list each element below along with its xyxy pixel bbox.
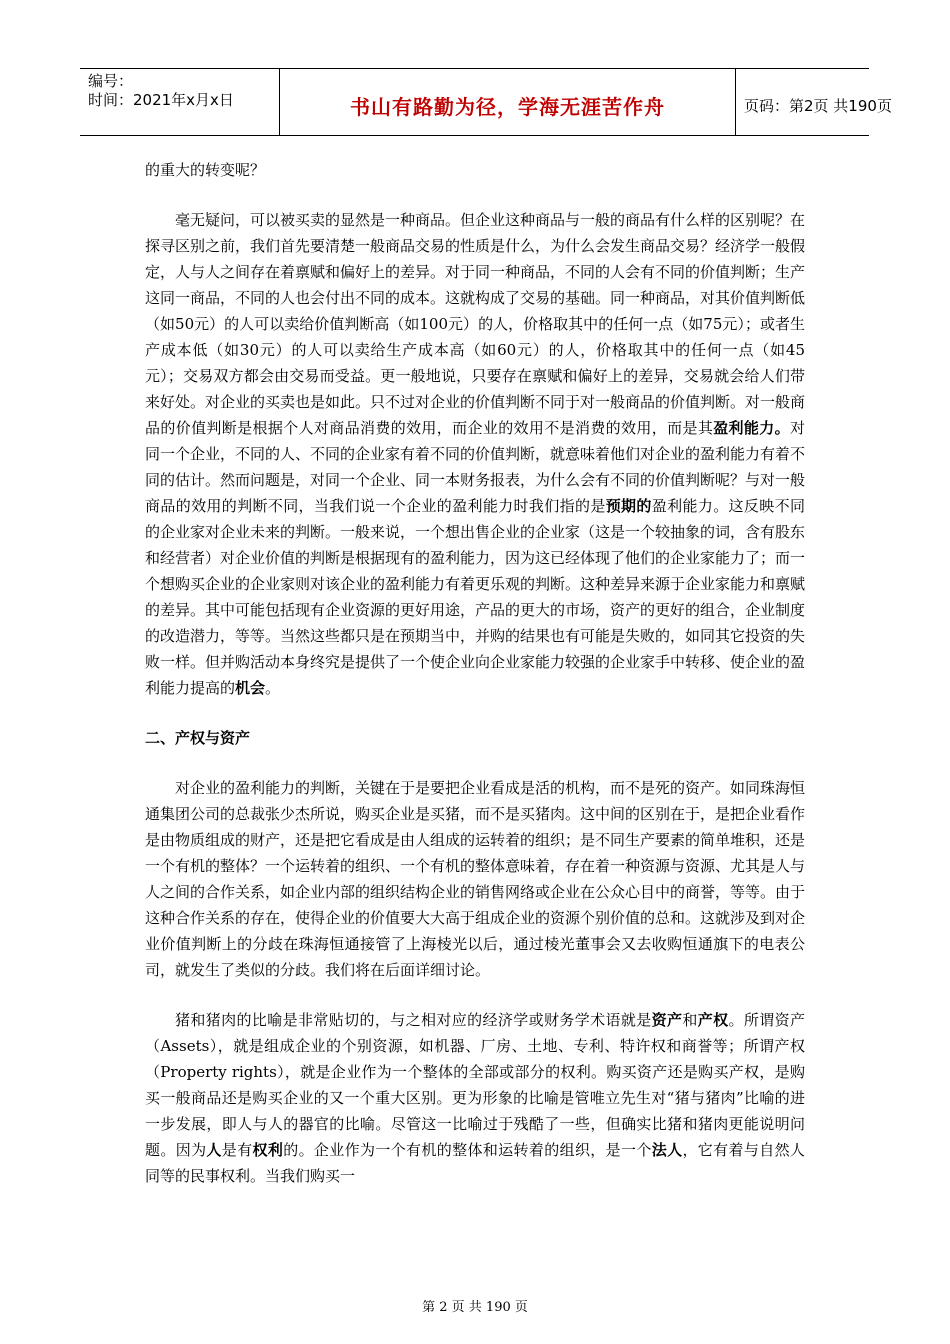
document-number-label: 编号： bbox=[88, 72, 134, 90]
header-motto: 书山有路勤为径，学海无涯苦作舟 bbox=[350, 94, 665, 119]
bold-term: 预期的 bbox=[605, 497, 652, 515]
paragraph-living-organization: 对企业的盈利能力的判断，关键在于是要把企业看成是活的机构，而不是死的资产。如同珠海恒通集团公司的总裁张少杰所说，购买企业是买猪，而不是买猪肉。这中间的区别在于，是把企业看作是由物质组成的财产，还是把它看成是由人组成的运转着的组织；是不同生产要素的简单堆积，还是一个有机的整体？一个运转着的组织、一个有机的整体意味着，存在着一种资源与资源、尤其是人与人之间的合作关系，如企业内部的组织结构企业的销售网络或企业在公众心目中的商誉，等等。由于这种合作关系的存在，使得企业的价值要大大高于组成企业的资源个别价值的总和。这就涉及到对企业价值判断上的分歧在珠海恒通接管了上海棱光以后，通过棱光董事会又去收购恒通旗下的电表公司，就发生了类似的分歧。我们将在后面详细讨论。 bbox=[145, 779, 806, 979]
bold-term: 盈利能力。 bbox=[713, 419, 790, 437]
paragraph-assets-property-rights bbox=[145, 1007, 805, 1189]
bold-term: 机会 bbox=[235, 679, 266, 697]
paragraph-text: 盈利能力。这反映不同的企业家对企业未来的判断。一般来说，一个想出售企业的企业家（这是一个较抽象的词，含有股东和经营者）对企业价值的判断是根据现有的盈利能力，因为这已经体现了他们的企业家能力了；而一个想购买企业的企业家则对该企业的盈利能力有着更乐观的判断。这种差异来源于企业家能力和禀赋的差异。其中可能包括现有企业资源的更好用途，产品的更大的市场，资产的更好的组合，企业制度的改造潜力，等等。当然这些都只是在预期当中，并购的结果也有可能是失败的，如同其它投资的失败一样。但并购活动本身终究是提供了一个使企业向企业家能力较强的企业家手中转移、使企业的盈利能力提高的 bbox=[145, 497, 806, 697]
header-page-number: 页码：第2页 共190页 bbox=[744, 96, 892, 115]
paragraph-text: 对同一个企业，不同的人、不同的企业家有着不同的价值判断，就意味着他们对企业的盈利能力有着不同的估计。然而问题是，对同一个企业、同一本财务报表，为什么会有不同的价值判断呢？与对一般商品的效用的判断不同，当我们说一个企业的盈利能力时我们指的是 bbox=[145, 419, 806, 515]
paragraph-text: 的。企业作为一个有机的整体和运转着的组织，是一个 bbox=[283, 1141, 652, 1159]
paragraph-text: ，它有着与自然人同等的民事权利。当我们购买一 bbox=[145, 1141, 805, 1185]
paragraph-text: 是有 bbox=[221, 1141, 253, 1159]
section-heading: 二、产权与资产 bbox=[145, 729, 251, 747]
paragraph-continuation: 的重大的转变呢？ bbox=[145, 161, 266, 179]
header-motto-cell bbox=[280, 69, 736, 135]
paragraph-commodity-trade bbox=[145, 207, 805, 701]
bold-term: 人 bbox=[206, 1141, 222, 1159]
paragraph-text: 。所谓资产（Assets），就是组成企业的个别资源，如机器、厂房、土地、专利、特许权和商誉等；所谓产权（Property rights），就是企业作为一个整体的全部或部分的权利。购买资产还是购买产权，是购买一般商品还是购买企业的又一个重大区别。更为形象的比喻是管唯立先生对“猪与猪肉”比喻的进一步发展，即人与人的器官的比喻。尽管这一比喻过于残酷了一些，但确实比猪和猪肉更能说明问题。因为 bbox=[145, 1011, 805, 1159]
page-header bbox=[80, 68, 892, 136]
header-left-cell bbox=[80, 69, 280, 135]
bold-term: 资产 bbox=[651, 1011, 683, 1029]
document-body bbox=[145, 157, 805, 1189]
page-footer: 第 2 页 共 190 页 bbox=[422, 1300, 528, 1315]
paragraph-text: 猪和猪肉的比喻是非常贴切的，与之相对应的经济学或财务学术语就是 bbox=[175, 1011, 652, 1029]
paragraph-text: 和 bbox=[682, 1011, 698, 1029]
header-page-cell bbox=[736, 69, 892, 135]
bold-term: 权利 bbox=[252, 1141, 284, 1159]
bold-term: 法人 bbox=[651, 1141, 683, 1159]
date-label: 时间：2021年x月x日 bbox=[88, 91, 234, 109]
paragraph-text: 毫无疑问，可以被买卖的显然是一种商品。但企业这种商品与一般的商品有什么样的区别呢？在探寻区别之前，我们首先要清楚一般商品交易的性质是什么，为什么会发生商品交易？经济学一般假定，人与人之间存在着禀赋和偏好上的差异。对于同一种商品，不同的人会有不同的价值判断；生产这同一商品，不同的人也会付出不同的成本。这就构成了交易的基础。同一种商品，对其价值判断低（如50元）的人可以卖给价值判断高（如100元）的人，价格取其中的任何一点（如75元）；或者生产成本低（如30元）的人可以卖给生产成本高（如60元）的人，价格取其中的任何一点（如45元）；交易双方都会由交易而受益。更一般地说，只要存在禀赋和偏好上的差异，交易就会给人们带来好处。对企业的买卖也是如此。只不过对企业的价值判断不同于对一般商品的价值判断。对一般商品的价值判断是根据个人对商品消费的效用，而企业的效用不是消费的效用，而是其 bbox=[145, 211, 806, 437]
bold-term: 产权 bbox=[697, 1011, 729, 1029]
paragraph-text: 。 bbox=[265, 679, 281, 697]
